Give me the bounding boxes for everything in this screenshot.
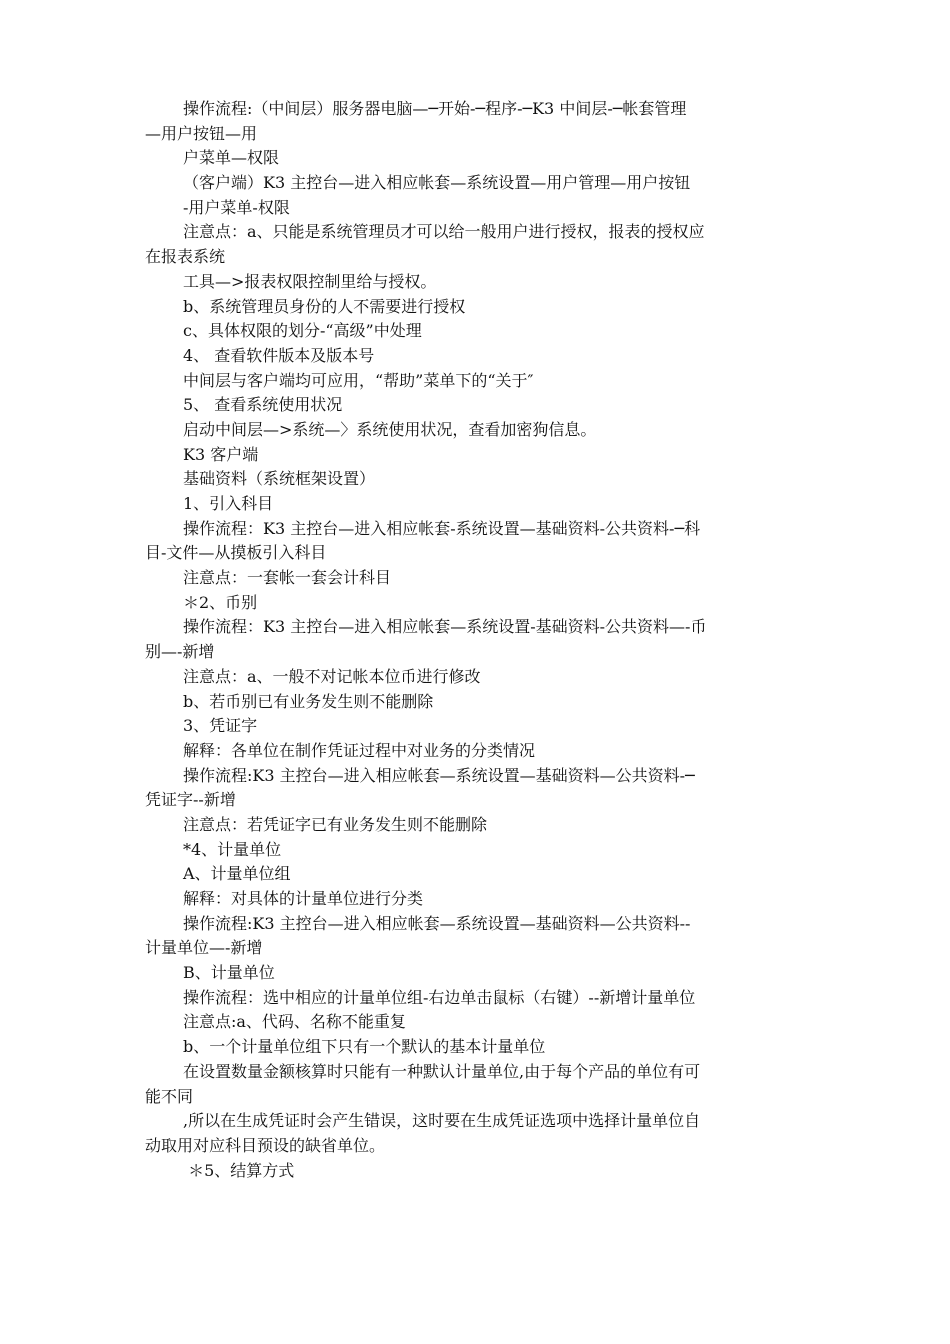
- text-line: c、具体权限的划分-“高级”中处理: [183, 321, 422, 341]
- text-line: ＊5、结算方式: [183, 1160, 295, 1180]
- text-line: 3、凭证字: [183, 716, 258, 736]
- text-line: 基础资料（系统框架设置）: [183, 469, 376, 489]
- text-line: *4、计量单位: [183, 839, 282, 859]
- text-line: ＊2、币别: [183, 592, 258, 612]
- text-line: 操作流程:K3 主控台—进入相应帐套—系统设置—基础资料—公共资料--: [183, 913, 691, 933]
- text-line: b、若币别已有业务发生则不能删除: [183, 691, 434, 711]
- text-line: 解释：对具体的计量单位进行分类: [183, 889, 424, 908]
- text-line: 解释：各单位在制作凭证过程中对业务的分类情况: [183, 740, 536, 760]
- document-body: [145, 97, 810, 1183]
- text-line: 在设置数量金额核算时只能有一种默认计量单位,由于每个产品的单位有可: [183, 1061, 701, 1081]
- text-line: A、计量单位组: [183, 864, 291, 884]
- text-line: 注意点：a、一般不对记帐本位币进行修改: [183, 666, 481, 686]
- text-line: 动取用对应科目预设的缺省单位。: [145, 1135, 386, 1155]
- text-line: 户菜单—权限: [183, 148, 280, 168]
- text-line: 1、引入科目: [183, 494, 274, 513]
- text-line: —用户按钮—用: [145, 123, 258, 143]
- text-line: -用户菜单-权限: [183, 197, 290, 217]
- text-line: 操作流程：选中相应的计量单位组-右边单击鼠标（右键）--新增计量单位: [183, 987, 696, 1007]
- text-line: （客户端）K3 主控台—进入相应帐套—系统设置—用户管理—用户按钮: [183, 173, 691, 193]
- text-line: 启动中间层—>系统—〉系统使用状况，查看加密狗信息。: [183, 419, 597, 439]
- text-line: B、计量单位: [183, 963, 275, 983]
- text-line: ,所以在生成凭证时会产生错误，这时要在生成凭证选项中选择计量单位自: [183, 1111, 701, 1131]
- text-line: 能不同: [145, 1086, 194, 1106]
- text-line: 凭证字--新增: [145, 790, 236, 810]
- text-line: 操作流程:K3 主控台—进入相应帐套—系统设置—基础资料—公共资料-─: [183, 765, 695, 785]
- text-line: 注意点：若凭证字已有业务发生则不能删除: [183, 814, 488, 834]
- text-line: b、系统管理员身份的人不需要进行授权: [183, 296, 466, 316]
- text-line: 注意点：一套帐一套会计科目: [183, 568, 392, 588]
- text-line: b、一个计量单位组下只有一个默认的基本计量单位: [183, 1037, 546, 1057]
- text-line: 别—-新增: [145, 642, 215, 662]
- text-line: 操作流程：K3 主控台—进入相应帐套—系统设置-基础资料-公共资料—-币: [183, 617, 707, 637]
- text-line: 注意点:a、代码、名称不能重复: [183, 1012, 406, 1032]
- text-line: 5、 查看系统使用状况: [183, 395, 343, 415]
- text-line: 注意点：a、只能是系统管理员才可以给一般用户进行授权，报表的授权应: [183, 222, 705, 242]
- text-line: 在报表系统: [145, 247, 226, 267]
- text-line: K3 客户端: [183, 444, 259, 464]
- text-line: 目-文件—从摸板引入科目: [145, 543, 327, 563]
- text-line: 4、 查看软件版本及版本号: [183, 345, 375, 365]
- text-line: 计量单位—-新增: [145, 938, 263, 958]
- text-line: 工具—>报表权限控制里给与授权。: [183, 271, 437, 291]
- text-line: 操作流程:（中间层）服务器电脑—─开始-─程序-─K3 中间层-─帐套管理: [183, 99, 687, 118]
- text-line: 中间层与客户端均可应用，“帮助”菜单下的“关于″: [183, 370, 534, 390]
- text-line: 操作流程：K3 主控台—进入相应帐套-系统设置—基础资料-公共资料-─科: [183, 518, 701, 538]
